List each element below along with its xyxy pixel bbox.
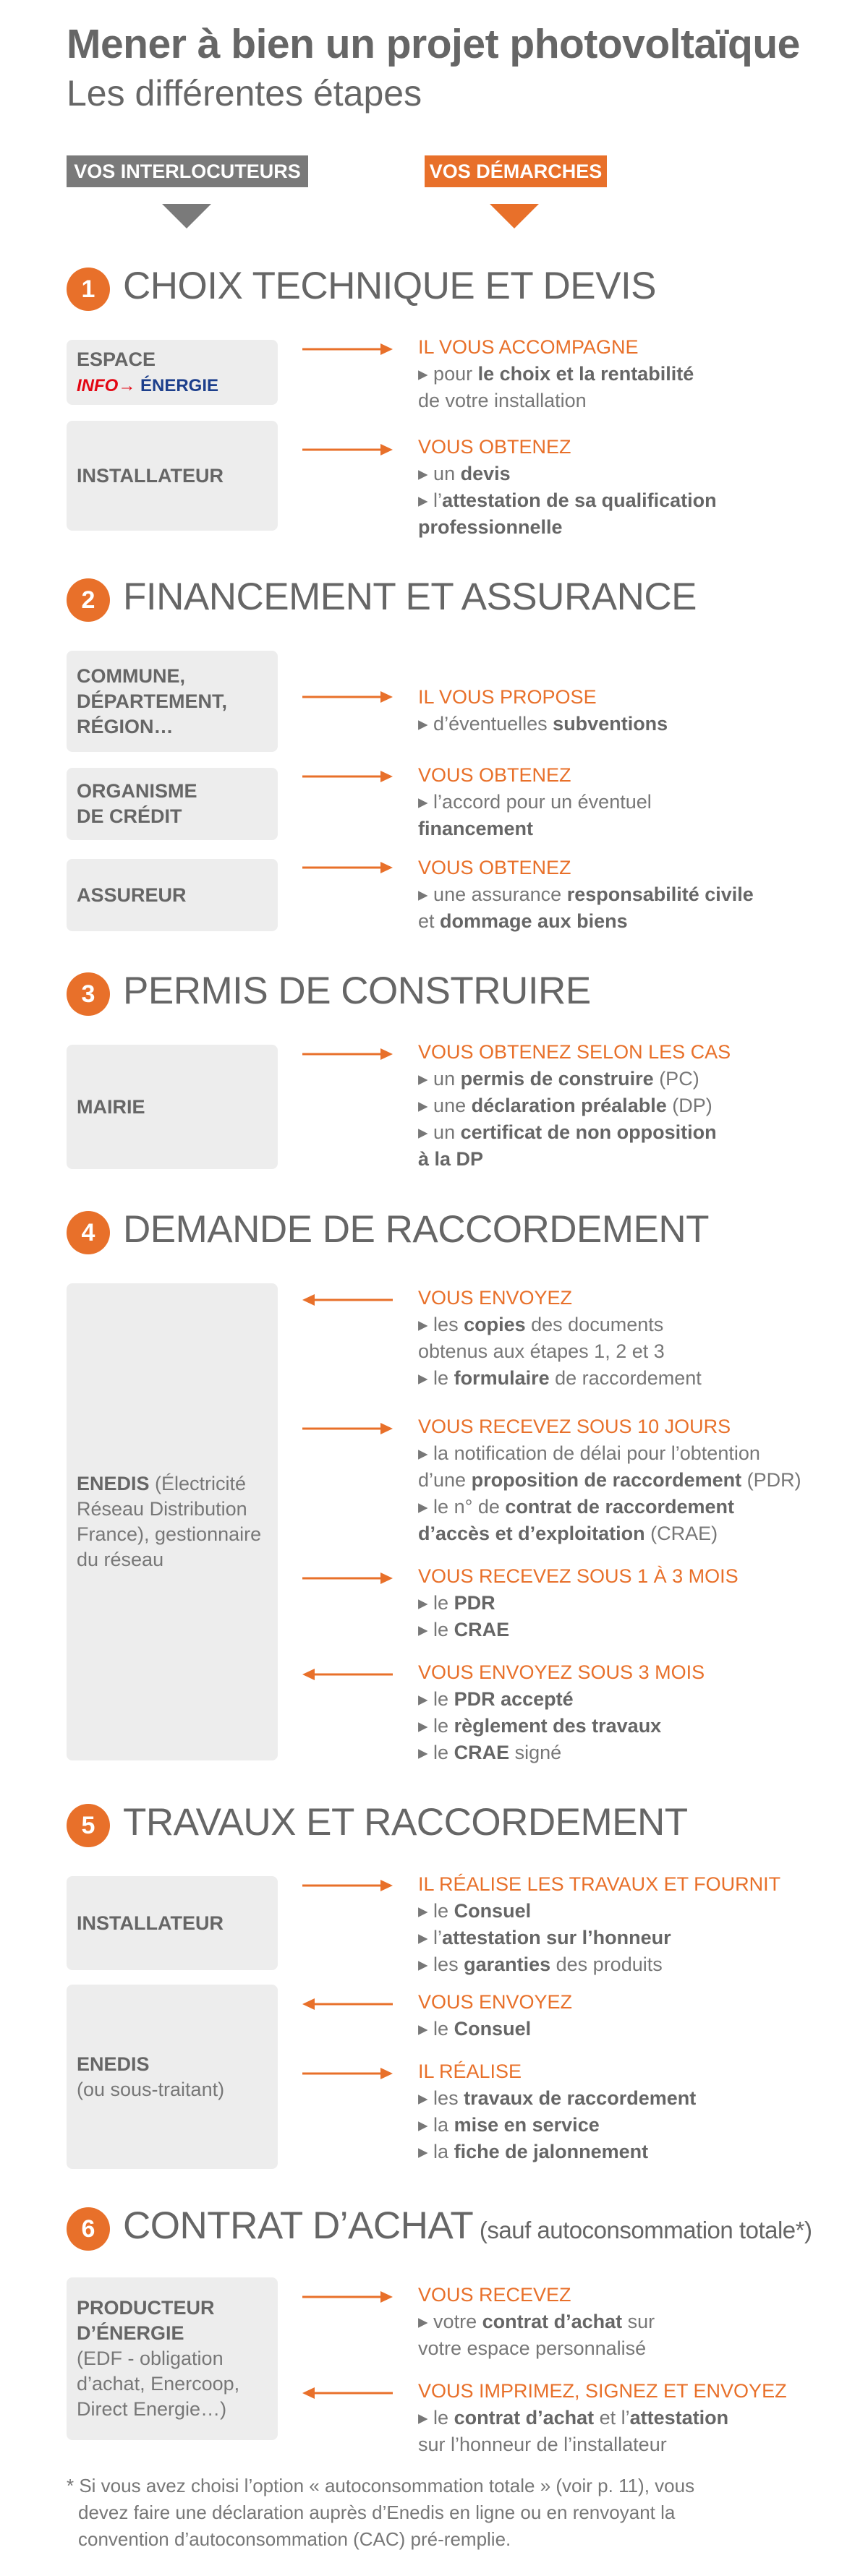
step-title-3: PERMIS DE CONSTRUIRE	[123, 970, 591, 1012]
step5-action-raccordement: IL RÉALISE ▸ les travaux de raccordement ▸ la mise en service ▸ la fiche de jalonnement	[418, 2061, 697, 2162]
page-subtitle: Les différentes étapes	[67, 73, 422, 114]
box-producteur-energie: PRODUCTEUR D’ÉNERGIE (EDF - obligation d’achat, Enercoop, Direct Energie…)	[67, 2277, 278, 2440]
arrow-right-icon	[302, 442, 393, 457]
arrow-right-icon	[302, 2066, 393, 2081]
arrow-left-icon	[302, 1293, 393, 1307]
step-title-2: FINANCEMENT ET ASSURANCE	[123, 575, 697, 618]
box-espace-info-energie	[67, 340, 278, 405]
step-title-6: CONTRAT D’ACHAT (sauf autoconsommation totale*)	[123, 2204, 812, 2247]
step1-action-obtenez: VOUS OBTENEZ ▸ un devis ▸ l’attestation de sa qualification professionnelle	[418, 436, 717, 538]
step-number-2: 2	[67, 578, 110, 622]
step4-action-envoyez: VOUS ENVOYEZ ▸ les copies des documents obtenus aux étapes 1, 2 et 3 ▸ le formulaire de raccordement	[418, 1287, 702, 1389]
arrow-right-icon	[302, 1421, 393, 1436]
steps-header: VOS DÉMARCHES	[425, 155, 607, 187]
espace-label: ESPACE	[77, 348, 156, 370]
arrow-right-icon	[302, 860, 393, 875]
down-triangle-icon	[490, 204, 539, 228]
box-mairie: MAIRIE	[67, 1045, 278, 1169]
step-number-3: 3	[67, 972, 110, 1016]
step6-action-envoyez: VOUS IMPRIMEZ, SIGNEZ ET ENVOYEZ ▸ le contrat d’achat et l’attestation sur l’honneur de l’installateur	[418, 2380, 787, 2455]
step3-action-permis: VOUS OBTENEZ SELON LES CAS ▸ un permis de construire (PC) ▸ une déclaration préalable (DP) ▸ un certificat de non opposition à la DP	[418, 1041, 731, 1170]
arrow-right-icon	[302, 1571, 393, 1586]
step4-action-envoyez-3m: VOUS ENVOYEZ SOUS 3 MOIS ▸ le PDR accepté ▸ le règlement des travaux ▸ le CRAE signé	[418, 1661, 705, 1763]
step2-action-financement: VOUS OBTENEZ ▸ l’accord pour un éventuel financement	[418, 764, 652, 839]
step5-action-travaux: IL RÉALISE LES TRAVAUX ET FOURNIT ▸ le Consuel ▸ l’attestation sur l’honneur ▸ les garanties des produits	[418, 1873, 781, 1975]
step4-action-recevez-10j: VOUS RECEVEZ SOUS 10 JOURS ▸ la notification de délai pour l’obtention d’une proposition de raccordement (PDR) ▸ le n° de contrat de raccordement d’accès et d’exploitation (CRAE)	[418, 1416, 801, 1544]
box-commune: COMMUNE, DÉPARTEMENT, RÉGION…	[67, 651, 278, 752]
step-title-5: TRAVAUX ET RACCORDEMENT	[123, 1801, 688, 1844]
step-number-1: 1	[67, 268, 110, 311]
step-title-4: DEMANDE DE RACCORDEMENT	[123, 1208, 710, 1251]
step-number-5: 5	[67, 1804, 110, 1847]
step1-action-accompagne: IL VOUS ACCOMPAGNE ▸ pour le choix et la rentabilité de votre installation	[418, 336, 694, 411]
step-number-4: 4	[67, 1211, 110, 1254]
arrow-right-icon	[302, 1878, 393, 1893]
arrow-left-icon	[302, 2386, 393, 2400]
arrow-left-icon	[302, 1997, 393, 2011]
step2-action-assurance: VOUS OBTENEZ ▸ une assurance responsabilité civile et dommage aux biens	[418, 857, 754, 932]
step-title-1: CHOIX TECHNIQUE ET DEVIS	[123, 265, 657, 307]
step4-action-recevez-3m: VOUS RECEVEZ SOUS 1 À 3 MOIS ▸ le PDR ▸ le CRAE	[418, 1565, 739, 1640]
step5-action-consuel: VOUS ENVOYEZ ▸ le Consuel	[418, 1991, 573, 2040]
arrow-right-icon	[302, 690, 393, 704]
arrow-right-icon	[302, 769, 393, 784]
page-title: Mener à bien un projet photovoltaïque	[67, 21, 800, 67]
box-enedis-sous-traitant: ENEDIS (ou sous-traitant)	[67, 1985, 278, 2169]
down-triangle-icon	[162, 204, 211, 228]
arrow-right-icon	[302, 342, 393, 356]
arrow-right-icon	[302, 2290, 393, 2304]
box-enedis: ENEDIS (Électricité Réseau Distribution France), gestionnaire du réseau	[67, 1283, 278, 1760]
arrow-right-icon	[302, 1047, 393, 1061]
box-assureur: ASSUREUR	[67, 859, 278, 931]
interlocutors-header: VOS INTERLOCUTEURS	[67, 155, 308, 187]
arrow-left-icon	[302, 1667, 393, 1682]
step2-action-propose: IL VOUS PROPOSE ▸ d’éventuelles subventions	[418, 686, 668, 735]
footnote: * Si vous avez choisi l’option « autoconsommation totale » (voir p. 11), vous devez faire une déclaration auprès d’Enedis en ligne ou en renvoyant la convention d’autoconsommation (CAC) pré-remplie.	[67, 2475, 695, 2550]
step6-action-recevez: VOUS RECEVEZ ▸ votre contrat d’achat sur votre espace personnalisé	[418, 2284, 655, 2359]
box-organisme-credit: ORGANISME DE CRÉDIT	[67, 768, 278, 840]
info-energie-logo: INFO→ ÉNERGIE	[77, 375, 219, 395]
box-installateur: INSTALLATEUR	[67, 421, 278, 531]
box-installateur-travaux: INSTALLATEUR	[67, 1876, 278, 1970]
step-number-6: 6	[67, 2207, 110, 2251]
